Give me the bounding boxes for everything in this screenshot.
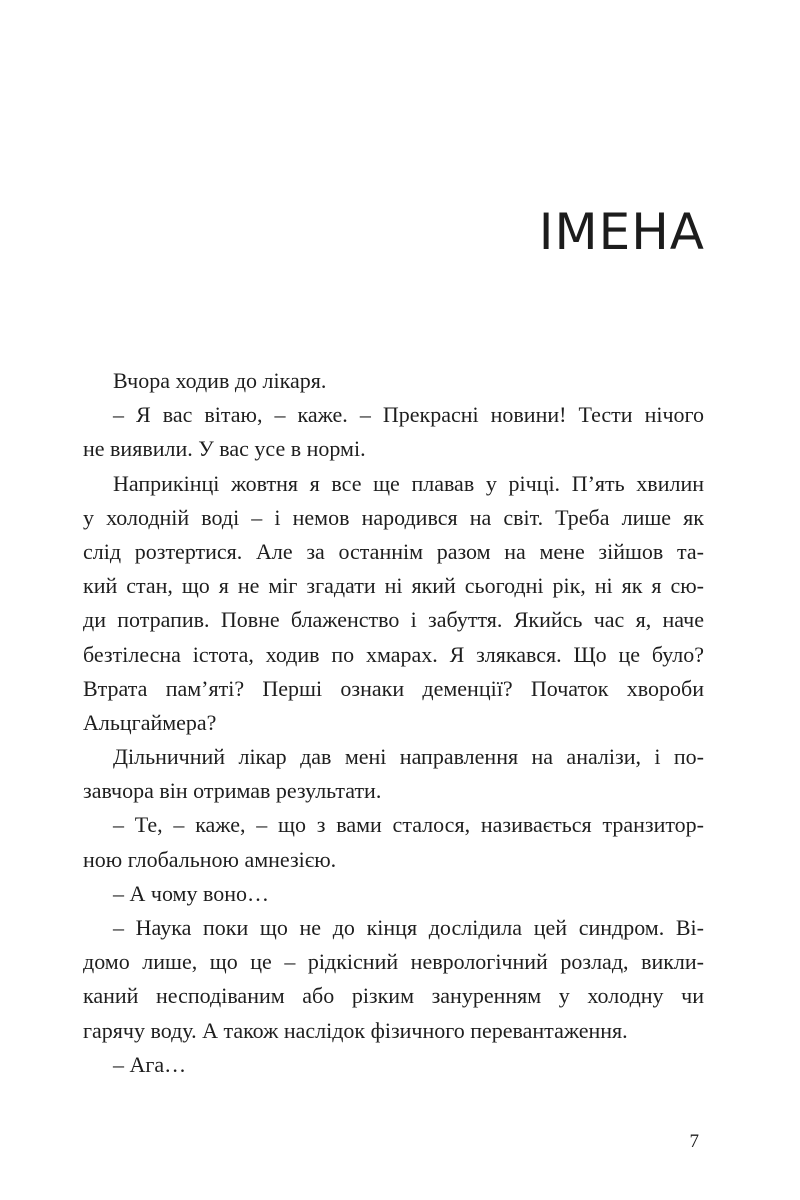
text-line: – А чому воно… (113, 880, 269, 906)
text-line: не виявили. У вас усе в нормі. (83, 436, 366, 462)
text-line: – Те, – каже, – що з вами сталося, називається транзитор- (113, 812, 704, 838)
text-line: ди потрапив. Повне блаженство і забуття. Якийсь час я, наче (83, 607, 704, 633)
text-line: кий стан, що я не міг згадати ні який сьогодні рік, ні як я сю- (83, 573, 704, 599)
body-text (83, 364, 704, 1082)
text-line: ною глобальною амнезією. (83, 846, 337, 872)
text-line: каний несподіваним або різким зануренням у холодну чи (83, 983, 704, 1009)
text-line: Наприкінці жовтня я все ще плавав у річці. П’ять хвилин (113, 470, 704, 496)
text-line: Дільничний лікар дав мені направлення на аналізи, і по- (113, 744, 704, 770)
text-line: Альцгаймера? (83, 709, 217, 735)
chapter-title: ІМЕНА (538, 203, 705, 261)
page-number: 7 (689, 1131, 699, 1152)
text-line: – Я вас вітаю, – каже. – Прекрасні новини! Тести нічого (113, 402, 704, 428)
text-line: гарячу воду. А також наслідок фізичного перевантаження. (83, 1017, 628, 1043)
text-line: у холодній воді – і немов народився на світ. Треба лише як (83, 504, 704, 530)
text-line: – Наука поки що не до кінця дослідила цей синдром. Ві- (113, 915, 704, 940)
text-line: безтілесна істота, ходив по хмарах. Я злякався. Що це було? (83, 641, 704, 667)
text-line: Вчора ходив до лікаря. (113, 368, 327, 393)
text-line: слід розтертися. Але за останнім разом на мене зійшов та- (83, 538, 704, 564)
text-line: домо лише, що це – рідкісний неврологічний розлад, викли- (83, 949, 704, 975)
text-line: – Ага… (113, 1051, 187, 1077)
text-line: завчора він отримав результати. (83, 778, 382, 804)
text-line: Втрата пам’яті? Перші ознаки деменції? Початок хвороби (83, 675, 704, 701)
